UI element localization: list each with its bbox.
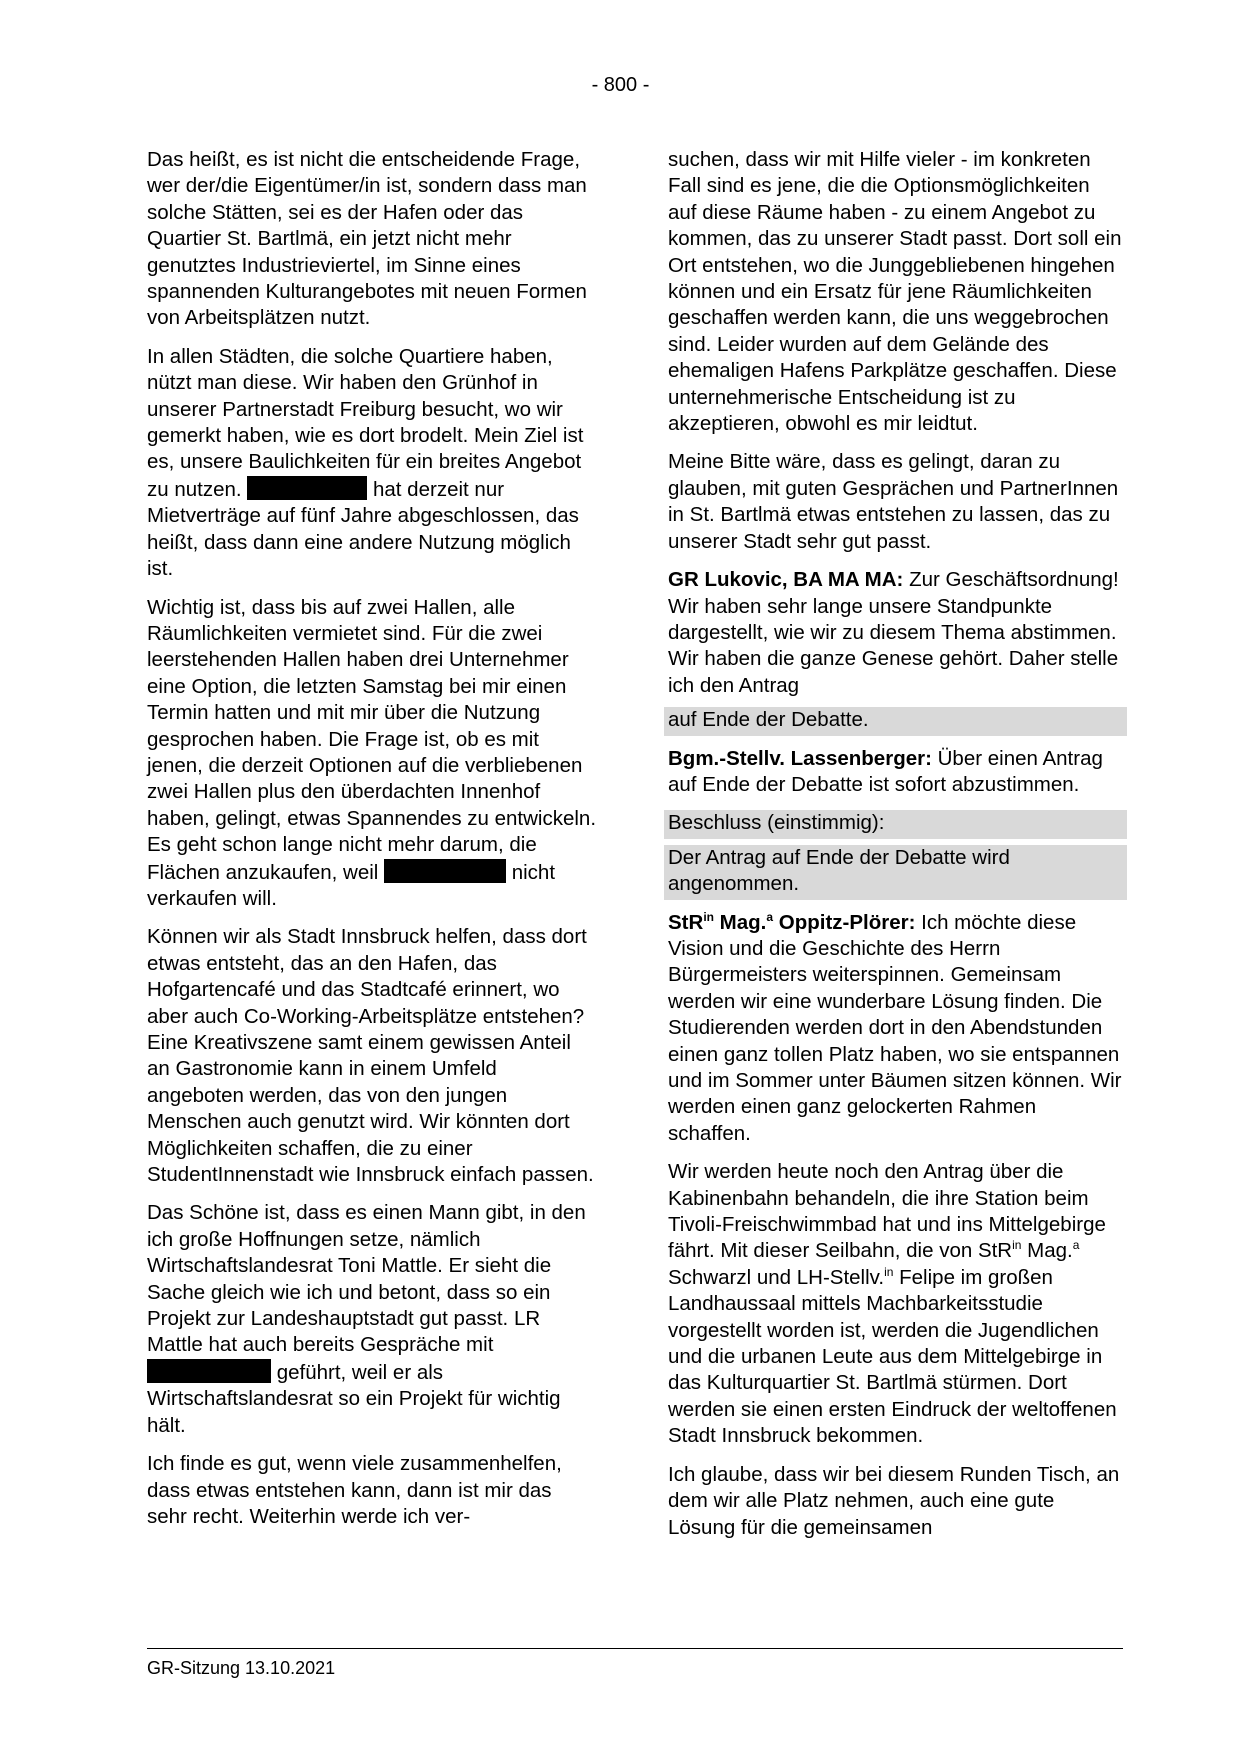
paragraph-text: nicht verkaufen will. bbox=[147, 860, 556, 910]
paragraph-text: Zur Geschäftsordnung! Wir haben sehr lange unsere Standpunkte dargestellt, wie wir zu diesem Thema abstimmen. Wir haben die ganze Genese gehört. Daher stelle ich den Antrag bbox=[668, 568, 1119, 697]
speaker-name: GR Lukovic, BA MA MA: bbox=[668, 568, 904, 592]
highlighted-motion: auf Ende der Debatte. bbox=[664, 707, 1127, 735]
paragraph-text: Über einen Antrag auf Ende der Debatte ist sofort abzustimmen. bbox=[668, 746, 1103, 796]
paragraph: Wir werden heute noch den Antrag über die Kabinenbahn behandeln, die ihre Station beim Tivoli-Freischwimmbad hat und ins Mittelgebirge fährt. Mit dieser Seilbahn, die von StR$^{in}$ Mag.$^a$ Schwarzl und LH-Stellv.$^{in}$ Felipe im großen Landhaussaal mittels Machbarkeitsstudie vorgestellt worden ist, werden die Jugendlichen und die urbanen Leute aus dem Mittelgebirge in das Kulturquartier St. Bartlmä stürmen. Dort werden sie einen ersten Eindruck der weltoffenen Stadt Innsbruck bekommen. bbox=[668, 1160, 1117, 1448]
speaker-name: StR$^{in}$ Mag.$^a$ Oppitz-Plörer: bbox=[668, 909, 916, 934]
paragraph-text: Das Schöne ist, dass es einen Mann gibt, in den ich große Hoffnungen setze, nämlich Wirtschaftslandesrat Toni Mattle. Er sieht die Sache gleich wie ich und betont, dass so ein Projekt zur Landeshauptstadt gut passt. LR Mattle hat auch bereits Gespräche mit bbox=[147, 1201, 586, 1357]
page-number: - 800 - bbox=[591, 74, 650, 96]
paragraph: Können wir als Stadt Innsbruck helfen, dass dort etwas entsteht, das an den Hafen, das Hofgartencafé und das Stadtcafé erinnert, wo aber auch Co-Working-Arbeitsplätze entstehen? Eine Kreativszene samt einem gewissen Anteil an Gastronomie kann in einem Umfeld angeboten werden, das von den jungen Menschen auch genutzt wird. Wir könnten dort Möglichkeiten schaffen, die zu einer StudentInnenstadt wie Innsbruck einfach passen. bbox=[147, 925, 594, 1187]
footer-divider bbox=[147, 1648, 1123, 1649]
paragraph-text: Wichtig ist, dass bis auf zwei Hallen, alle Räumlichkeiten vermietet sind. Für die zwei leerstehenden Hallen haben drei Unternehmer eine Option, die letzten Samstag bei mir einen Termin hatten und mit mir über die Nutzung gesprochen haben. Die Frage ist, ob es mit jenen, die derzeit Optionen auf die verbliebenen zwei Hallen plus den überdachten Innenhof haben, gelingt, etwas Spannendes zu entwickeln. Es geht schon lange nicht mehr darum, die Flächen anzukaufen, weil bbox=[147, 595, 597, 884]
paragraph bbox=[668, 567, 1123, 699]
paragraph: suchen, dass wir mit Hilfe vieler - im konkreten Fall sind es jene, die die Optionsmöglichkeiten auf diese Räume haben - zu einem Angebot zu kommen, das zu unserer Stadt passt. Dort soll ein Ort entstehen, wo die Junggebliebenen hingehen können und ein Ersatz für jene Räumlichkeiten geschaffen werden kann, die uns weggebrochen sind. Leider wurden auf dem Gelände des ehemaligen Hafens Parkplätze geschaffen. Diese unternehmerische Entscheidung ist zu akzeptieren, obwohl es mir leidtut. bbox=[668, 148, 1122, 436]
resolution-text: Der Antrag auf Ende der Debatte wird angenommen. bbox=[664, 845, 1127, 900]
left-column bbox=[147, 147, 597, 1542]
paragraph bbox=[668, 910, 1123, 1148]
speaker-name: Bgm.-Stellv. Lassenberger: bbox=[668, 746, 932, 770]
paragraph: Meine Bitte wäre, dass es gelingt, daran zu glauben, mit guten Gesprächen und PartnerInnen in St. Bartlmä etwas entstehen zu lassen, das zu unserer Stadt sehr gut passt. bbox=[668, 450, 1119, 553]
redaction-block bbox=[147, 1359, 271, 1383]
redaction-block bbox=[384, 859, 506, 883]
paragraph bbox=[147, 595, 597, 913]
paragraph bbox=[668, 746, 1123, 799]
redaction-block bbox=[247, 476, 367, 500]
paragraph-text: In allen Städten, die solche Quartiere haben, nützt man diese. Wir haben den Grünhof in unserer Partnerstadt Freiburg besucht, wo wir gemerkt haben, wie es dort brodelt. Mein Ziel ist es, unsere Baulichkeiten für ein breites Angebot zu nutzen. bbox=[147, 344, 584, 501]
paragraph bbox=[147, 1200, 597, 1439]
footer-text: GR-Sitzung 13.10.2021 bbox=[147, 1658, 336, 1678]
paragraph: Ich glaube, dass wir bei diesem Runden Tisch, an dem wir alle Platz nehmen, auch eine gute Lösung für die gemeinsamen bbox=[668, 1462, 1120, 1539]
resolution-label: Beschluss (einstimmig): bbox=[664, 810, 1127, 838]
paragraph-text: Ich möchte diese Vision und die Geschichte des Herrn Bürgermeisters weiterspinnen. Gemeinsam werden wir eine wunderbare Lösung finden. Die Studierenden werden dort in den Abendstunden einen ganz tollen Platz haben, wo sie entspannen und im Sommer unter Bäumen sitzen können. Wir werden einen ganz gelockerten Rahmen schaffen. bbox=[668, 910, 1122, 1145]
paragraph bbox=[147, 344, 597, 583]
right-column bbox=[668, 147, 1123, 1553]
paragraph-text: geführt, weil er als Wirtschaftslandesrat so ein Projekt für wichtig hält. bbox=[147, 1360, 561, 1437]
paragraph: Ich finde es gut, wenn viele zusammenhelfen, dass etwas entstehen kann, dann ist mir das sehr recht. Weiterhin werde ich ver- bbox=[147, 1452, 562, 1528]
paragraph-text: hat derzeit nur Mietverträge auf fünf Jahre abgeschlossen, das heißt, dass dann eine andere Nutzung möglich ist. bbox=[147, 477, 579, 581]
paragraph: Das heißt, es ist nicht die entscheidende Frage, wer der/die Eigentümer/in ist, sondern dass man solche Stätten, sei es der Hafen oder das Quartier St. Bartlmä, ein jetzt nicht mehr genutztes Industrieviertel, im Sinne eines spannenden Kulturangebotes mit neuen Formen von Arbeitsplätzen nutzt. bbox=[147, 148, 587, 330]
